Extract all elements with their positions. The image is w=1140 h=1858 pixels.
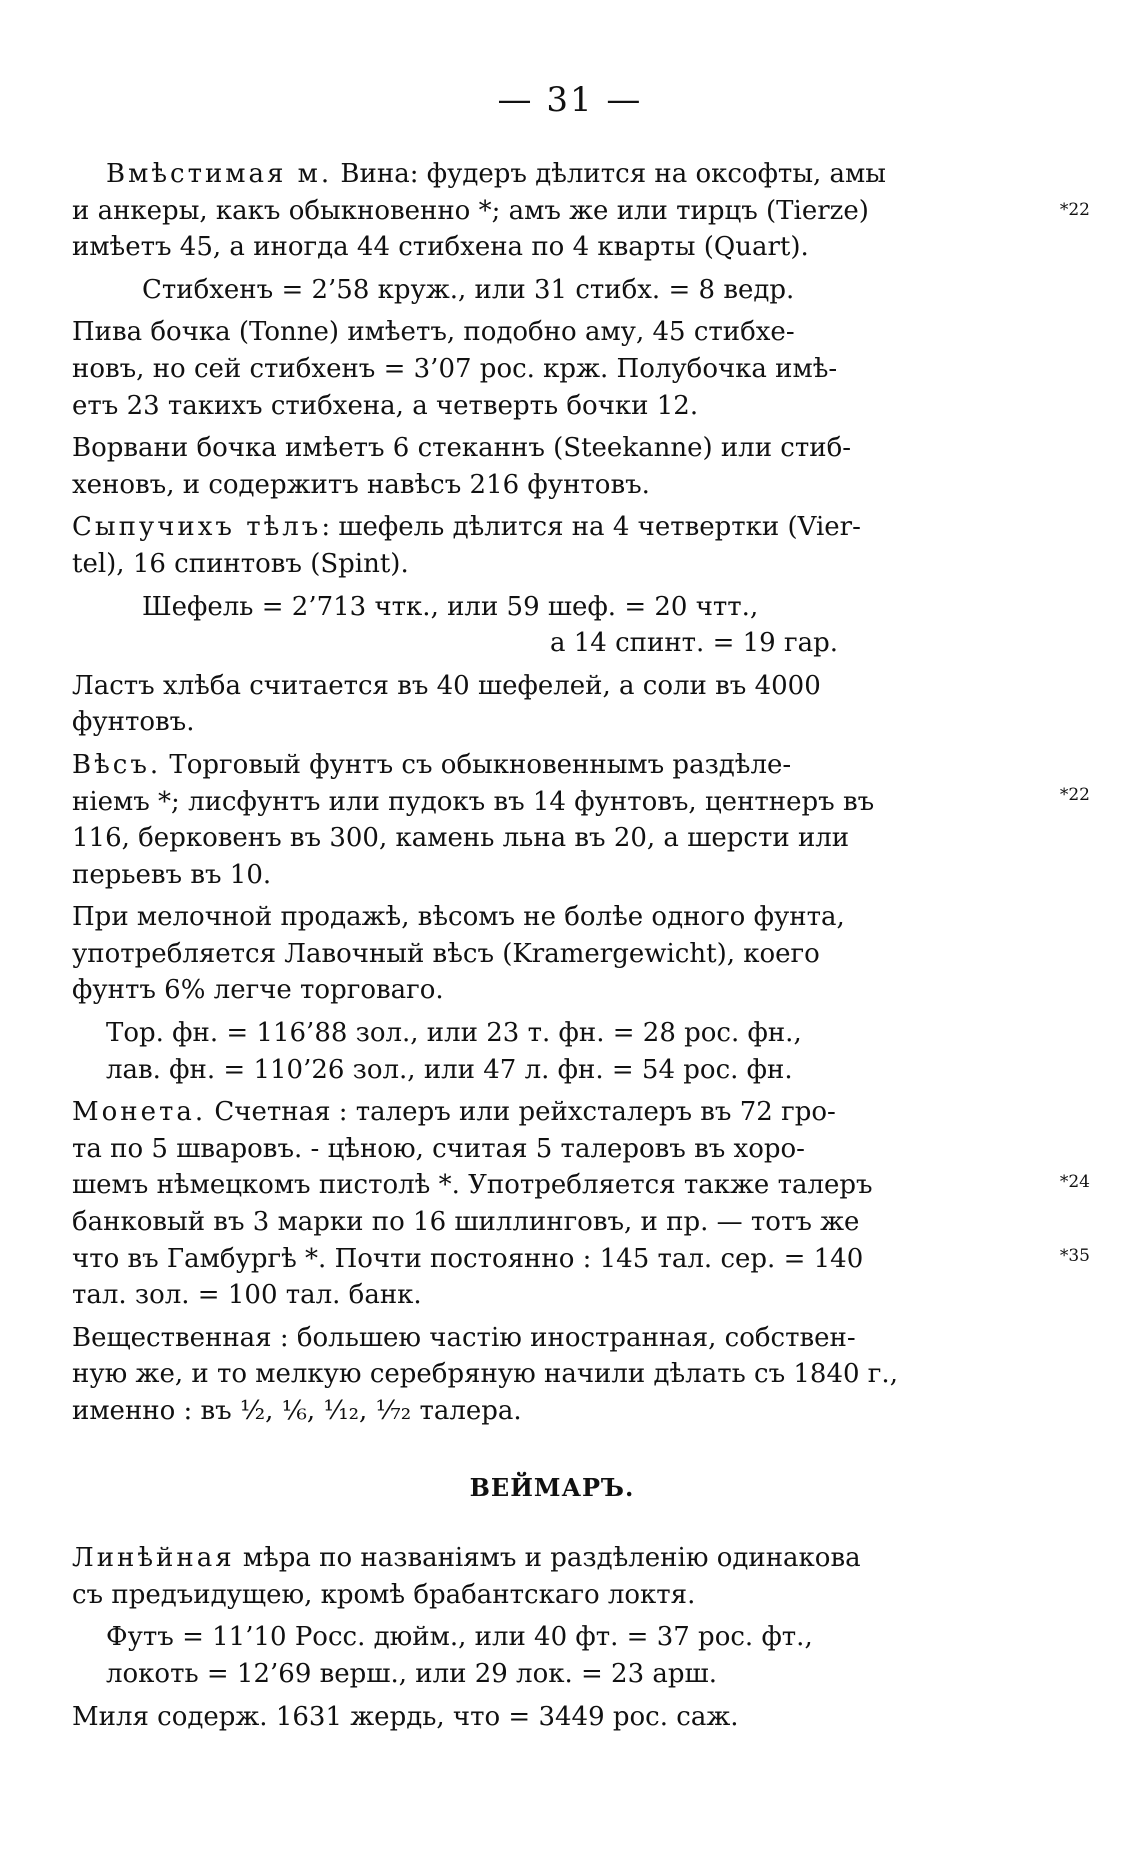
text-line: употребляется Лавочный вѣсъ (Kramergewicht), коего — [72, 938, 820, 969]
paragraph-mile — [72, 1699, 1032, 1736]
text-line: локоть = 12’69 верш., или 29 лок. = 23 арш. — [106, 1658, 717, 1689]
text-line: та по 5 шваровъ. - цѣною, считая 5 талеровъ въ хоро- — [72, 1133, 805, 1164]
text-line: имѣетъ 45, а иногда 44 стибхена по 4 кварты (Quart). — [72, 232, 809, 263]
text-line: Ворвани бочка имѣетъ 6 стеканнъ (Steekanne) или стиб- — [72, 433, 852, 464]
margin-note: *22 — [1059, 784, 1090, 805]
text-line: банковый въ 3 марки по 16 шиллинговъ, и пр. — тотъ же — [72, 1207, 860, 1238]
paragraph-equation — [72, 1015, 1032, 1088]
lead-term: Вмѣстимая м. — [106, 159, 333, 189]
text-line: Ластъ хлѣба считается въ 40 шефелей, а соли въ 4000 — [72, 670, 821, 701]
text-line: Пива бочка (Tonne) имѣетъ, подобно аму, 45 стибхе- — [72, 317, 795, 348]
lead-term: Линѣйная — [72, 1543, 235, 1574]
text-line: 116, берковенъ въ 300, камень льна въ 20, а шерсти или — [72, 823, 850, 854]
paragraph-coin — [72, 1094, 1090, 1314]
paragraph-equation — [72, 589, 1032, 662]
text-line: Вмѣстимая м. Вина: фудеръ дѣлится на оксофты, амы — [106, 159, 886, 189]
paragraph-blubber-barrel — [72, 430, 1032, 503]
paragraph-retail-weight — [72, 899, 1032, 1009]
text-line: етъ 23 такихъ стибхена, а четверть бочки 12. — [72, 390, 699, 421]
paragraph-real-coin — [72, 1320, 1032, 1430]
text-line: фунтъ 6% легче торговаго. — [72, 975, 444, 1006]
text-line: Вѣсъ. Торговый фунтъ съ обыкновеннымъ раздѣле- — [72, 749, 792, 780]
text-line: а 14 спинт. = 19 гар. — [550, 628, 839, 659]
text-line: шемъ нѣмецкомъ пистолѣ *. Употребляется также талеръ — [72, 1170, 873, 1201]
text-line: именно : въ ½, ⅙, ¹⁄₁₂, ¹⁄₇₂ талера. — [72, 1396, 522, 1426]
text-line: новъ, но сей стибхенъ = 3’07 рос. крж. Полубочка имѣ- — [72, 353, 838, 384]
lead-term: Сыпучихъ тѣлъ — [72, 512, 322, 543]
text-line: tel), 16 спинтовъ (Spint). — [72, 548, 409, 579]
text-line: Сыпучихъ тѣлъ: шефель дѣлится на 4 четвертки (Vier- — [72, 512, 861, 543]
section-heading: ВЕЙМАРЪ. — [469, 1472, 635, 1502]
lead-term: Вѣсъ. — [72, 749, 162, 780]
paragraph-beer-barrel — [72, 314, 1032, 424]
paragraph-equation — [72, 1619, 1032, 1692]
paragraph-last-grain — [72, 668, 1032, 741]
text-line: фунтовъ. — [72, 707, 195, 738]
paragraph-weight — [72, 747, 1090, 893]
text-line: съ предъидущею, кромѣ брабантскаго локтя. — [72, 1579, 696, 1610]
paragraph-wine-measure — [72, 156, 1090, 266]
text-line: Монета. Счетная : талеръ или рейхсталеръ въ 72 гро- — [72, 1097, 836, 1128]
page-text — [72, 156, 1090, 1741]
text-line: ную же, и то мелкую серебряную начили дѣлать съ 1840 г., — [72, 1359, 898, 1390]
paragraph-dry-measure — [72, 509, 1032, 582]
text-line: лав. фн. = 110’26 зол., или 47 л. фн. = 54 рос. фн. — [106, 1054, 793, 1085]
text-line: Миля содерж. 1631 жердь, что = 3449 рос. саж. — [72, 1701, 739, 1732]
text-line: Тор. фн. = 116’88 зол., или 23 т. фн. = 28 рос. фн., — [106, 1018, 802, 1049]
text-line: тал. зол. = 100 тал. банк. — [72, 1280, 422, 1311]
text-line: Линѣйная мѣра по названіямъ и раздѣленію одинакова — [72, 1543, 861, 1574]
text-line: и анкеры, какъ обыкновенно *; амъ же или тирцъ (Tierze) — [72, 195, 869, 226]
text-line: Шефель = 2’713 чтк., или 59 шеф. = 20 чтт., — [142, 591, 759, 622]
lead-term: Монета. — [72, 1097, 207, 1128]
text-line: перьевъ въ 10. — [72, 859, 272, 890]
margin-note: *22 — [1059, 200, 1090, 220]
text-line: При мелочной продажѣ, вѣсомъ не болѣе одного фунта, — [72, 902, 845, 933]
text-line: что въ Гамбургѣ *. Почти постоянно : 145 тал. сер. = 140 — [72, 1243, 864, 1274]
paragraph-equation — [72, 272, 1032, 309]
page-number: — 31 — — [497, 80, 643, 120]
text-line: ніемъ *; лисфунтъ или пудокъ въ 14 фунтовъ, центнеръ въ — [72, 786, 875, 817]
text-line: хеновъ, и содержитъ навѣсъ 216 фунтовъ. — [72, 469, 650, 500]
text-line: Стибхенъ = 2’58 круж., или 31 стибх. = 8 ведр. — [142, 274, 795, 305]
margin-note: *24 — [1059, 1172, 1090, 1193]
text-line: Футъ = 11’10 Росс. дюйм., или 40 фт. = 37 рос. фт., — [106, 1622, 813, 1653]
text-line: Вещественная : большею частію иностранная, собствен- — [72, 1322, 856, 1353]
margin-note: *35 — [1059, 1246, 1090, 1267]
paragraph-linear-measure — [72, 1540, 1032, 1613]
